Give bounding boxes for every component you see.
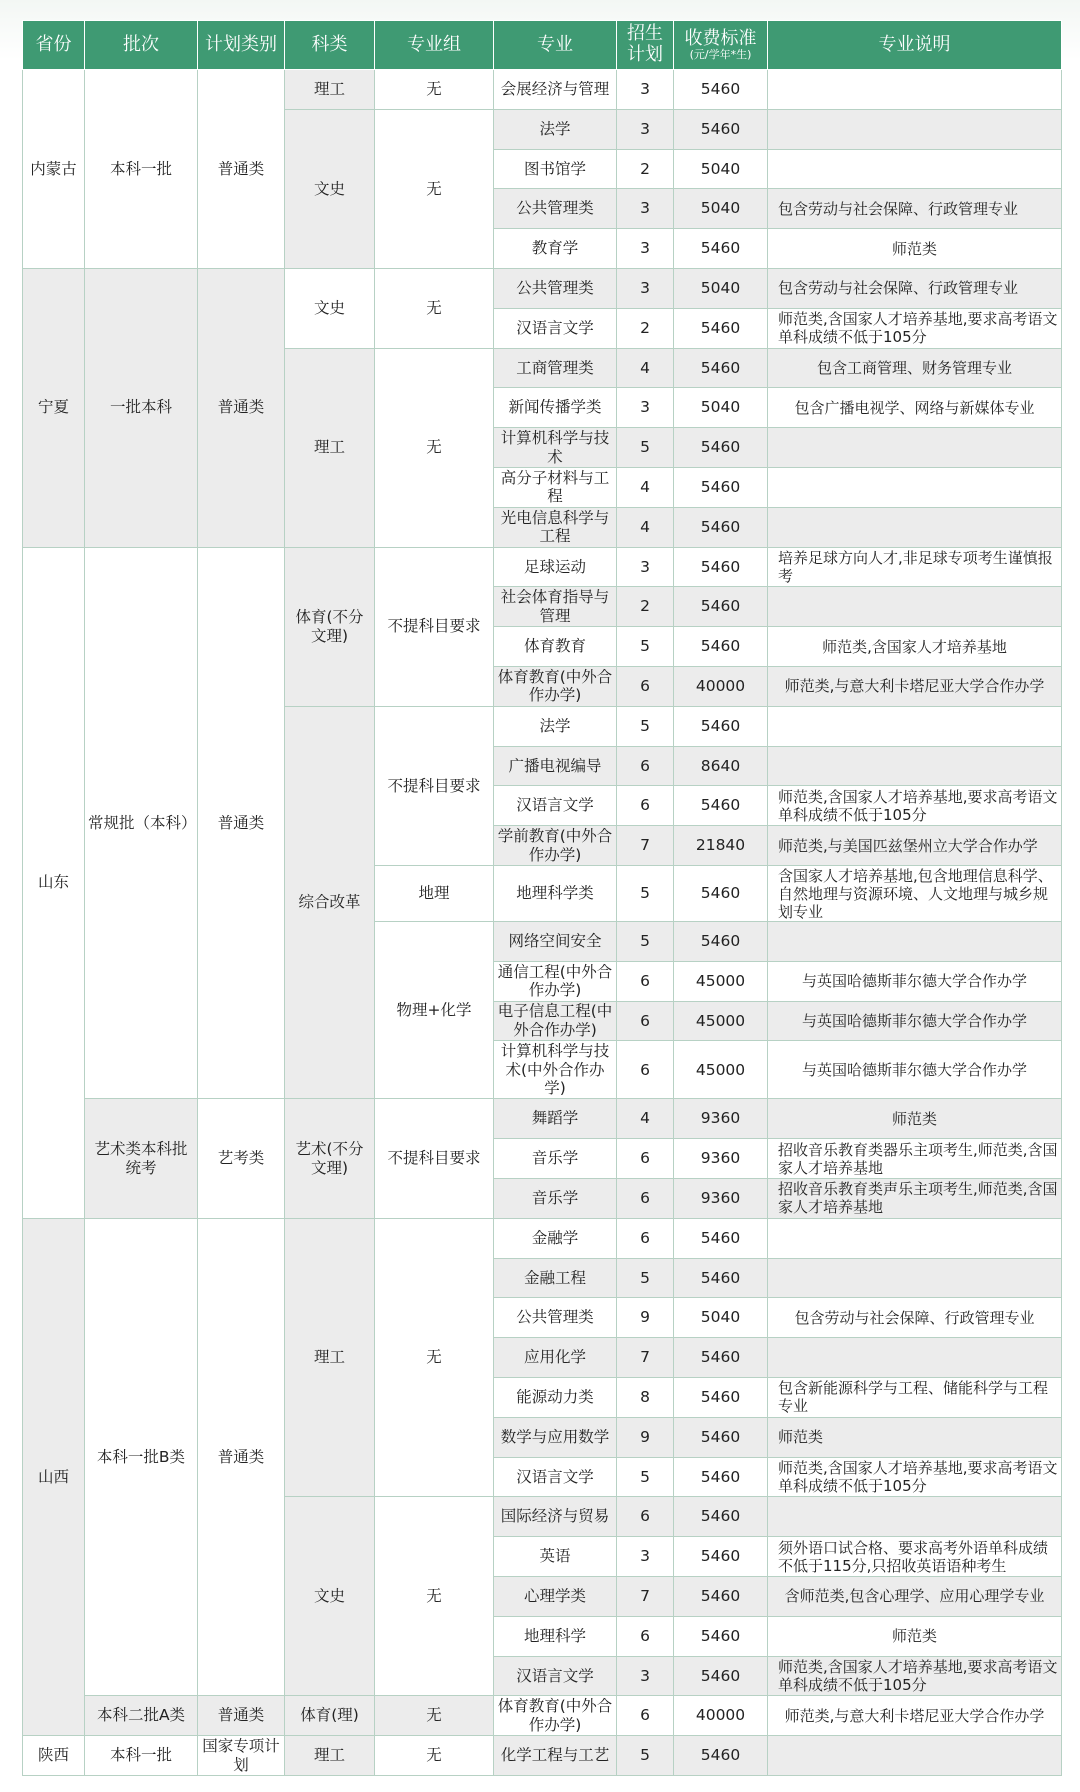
fee-cell: 5460 [674,1338,768,1378]
major-cell: 教育学 [494,229,617,269]
quota-cell: 6 [617,666,674,706]
major-cell: 化学工程与工艺 [494,1736,617,1776]
note-cell [768,1338,1062,1378]
batch-cell: 本科一批 [85,1736,198,1776]
note-cell: 师范类 [768,1099,1062,1139]
quota-cell: 5 [617,428,674,468]
plan-type-cell: 普通类 [198,70,285,269]
table-row [23,70,1062,110]
note-cell: 含师范类,包含心理学、应用心理学专业 [768,1576,1062,1616]
table-row [23,1696,1062,1736]
note-cell: 师范类,与意大利卡塔尼亚大学合作办学 [768,666,1062,706]
major-cell: 会展经济与管理 [494,70,617,110]
province-cell: 内蒙古 [23,70,85,269]
fee-cell: 5460 [674,1457,768,1497]
major-group-cell: 不提科目要求 [375,706,494,865]
fee-cell: 5460 [674,922,768,962]
major-cell: 汉语言文学 [494,786,617,826]
note-cell [768,706,1062,746]
batch-cell: 本科一批 [85,70,198,269]
fee-cell: 5460 [674,229,768,269]
note-cell [768,1736,1062,1776]
major-cell: 体育教育(中外合作办学) [494,666,617,706]
major-group-cell: 无 [375,348,494,547]
quota-cell: 3 [617,70,674,110]
major-cell: 公共管理类 [494,189,617,229]
header-plan-type: 计划类别 [198,21,285,70]
fee-cell: 45000 [674,961,768,1001]
header-fee-unit: (元/学年*生) [689,48,752,62]
quota-cell: 6 [617,961,674,1001]
table-row [23,268,1062,308]
quota-cell: 6 [617,1041,674,1099]
major-group-cell: 无 [375,1696,494,1736]
fee-cell: 5040 [674,268,768,308]
plan-type-cell: 普通类 [198,1696,285,1736]
fee-cell: 5460 [674,587,768,627]
fee-cell: 8640 [674,746,768,786]
major-cell: 公共管理类 [494,1298,617,1338]
major-cell: 计算机科学与技术 [494,428,617,468]
note-cell: 师范类,含国家人才培养基地,要求高考语文单科成绩不低于105分 [768,1457,1062,1497]
note-cell: 师范类 [768,229,1062,269]
quota-cell: 5 [617,1457,674,1497]
header-quota-line1: 招生 [627,23,663,45]
quota-cell: 5 [617,922,674,962]
quota-cell: 6 [617,1139,674,1179]
fee-cell: 5460 [674,348,768,388]
quota-cell: 8 [617,1377,674,1417]
note-cell: 包含广播电视学、网络与新媒体专业 [768,388,1062,428]
fee-cell: 5460 [674,70,768,110]
major-group-cell: 无 [375,1736,494,1776]
major-cell: 广播电视编导 [494,746,617,786]
note-cell: 师范类,与美国匹兹堡州立大学合作办学 [768,826,1062,866]
fee-cell: 5040 [674,388,768,428]
fee-cell: 9360 [674,1099,768,1139]
table-row [23,1218,1062,1258]
subject-cell: 综合改革 [285,706,375,1099]
header-notes: 专业说明 [768,21,1062,70]
table-row [23,1736,1062,1776]
admission-plan-table [22,20,1062,1776]
header-fee-main: 收费标准 [684,27,757,49]
note-cell: 师范类,含国家人才培养基地,要求高考语文单科成绩不低于105分 [768,1656,1062,1696]
quota-cell: 7 [617,1338,674,1378]
major-cell: 英语 [494,1537,617,1577]
quota-cell: 5 [617,865,674,921]
batch-cell: 一批本科 [85,268,198,547]
note-cell [768,507,1062,547]
fee-cell: 5460 [674,627,768,667]
fee-cell: 5460 [674,1417,768,1457]
major-group-cell: 物理+化学 [375,922,494,1099]
header-quota-line2: 计划 [627,44,663,65]
note-cell: 招收音乐教育类声乐主项考生,师范类,含国家人才培养基地 [768,1178,1062,1218]
quota-cell: 6 [617,746,674,786]
note-cell: 须外语口试合格、要求高考外语单科成绩不低于115分,只招收英语语种考生 [768,1537,1062,1577]
note-cell [768,1258,1062,1298]
subject-cell: 体育(理) [285,1696,375,1736]
header-fee [674,21,768,70]
province-cell: 宁夏 [23,268,85,547]
note-cell: 包含劳动与社会保障、行政管理专业 [768,1298,1062,1338]
note-cell: 与英国哈德斯菲尔德大学合作办学 [768,1041,1062,1099]
major-cell: 音乐学 [494,1178,617,1218]
subject-cell: 文史 [285,1497,375,1696]
quota-cell: 3 [617,229,674,269]
fee-cell: 5460 [674,547,768,587]
note-cell [768,109,1062,149]
major-cell: 新闻传播学类 [494,388,617,428]
major-group-cell: 无 [375,1218,494,1497]
fee-cell: 5460 [674,1576,768,1616]
province-cell: 山西 [23,1218,85,1735]
quota-cell: 4 [617,348,674,388]
note-cell: 包含劳动与社会保障、行政管理专业 [768,189,1062,229]
major-cell: 体育教育(中外合作办学) [494,1696,617,1736]
fee-cell: 5460 [674,1377,768,1417]
quota-cell: 7 [617,1576,674,1616]
fee-cell: 5040 [674,149,768,189]
fee-cell: 5040 [674,189,768,229]
quota-cell: 3 [617,1537,674,1577]
major-group-cell: 不提科目要求 [375,547,494,706]
major-cell: 光电信息科学与工程 [494,507,617,547]
plan-type-cell: 普通类 [198,1218,285,1696]
note-cell [768,428,1062,468]
fee-cell: 5460 [674,1616,768,1656]
note-cell: 招收音乐教育类器乐主项考生,师范类,含国家人才培养基地 [768,1139,1062,1179]
major-cell: 金融学 [494,1218,617,1258]
fee-cell: 5040 [674,1298,768,1338]
fee-cell: 5460 [674,109,768,149]
major-cell: 数学与应用数学 [494,1417,617,1457]
header-major: 专业 [494,21,617,70]
fee-cell: 9360 [674,1139,768,1179]
note-cell: 包含新能源科学与工程、储能科学与工程专业 [768,1377,1062,1417]
fee-cell: 40000 [674,1696,768,1736]
header-major-group: 专业组 [375,21,494,70]
subject-cell: 理工 [285,70,375,110]
quota-cell: 4 [617,507,674,547]
note-cell: 师范类 [768,1616,1062,1656]
major-cell: 舞蹈学 [494,1099,617,1139]
quota-cell: 6 [617,1497,674,1537]
quota-cell: 5 [617,706,674,746]
fee-cell: 5460 [674,1656,768,1696]
subject-cell: 文史 [285,268,375,348]
major-cell: 通信工程(中外合作办学) [494,961,617,1001]
plan-type-cell: 普通类 [198,547,285,1099]
major-cell: 能源动力类 [494,1377,617,1417]
fee-cell: 5460 [674,507,768,547]
note-cell [768,1497,1062,1537]
major-cell: 高分子材料与工程 [494,467,617,507]
major-cell: 法学 [494,706,617,746]
fee-cell: 5460 [674,1736,768,1776]
note-cell [768,922,1062,962]
major-cell: 汉语言文学 [494,1457,617,1497]
major-cell: 学前教育(中外合作办学) [494,826,617,866]
major-group-cell: 地理 [375,865,494,921]
subject-cell: 理工 [285,1736,375,1776]
fee-cell: 5460 [674,865,768,921]
fee-cell: 5460 [674,706,768,746]
plan-type-cell: 国家专项计划 [198,1736,285,1776]
fee-cell: 45000 [674,1001,768,1041]
quota-cell: 6 [617,1218,674,1258]
quota-cell: 9 [617,1417,674,1457]
note-cell [768,746,1062,786]
note-cell [768,1218,1062,1258]
major-cell: 网络空间安全 [494,922,617,962]
fee-cell: 45000 [674,1041,768,1099]
quota-cell: 5 [617,1258,674,1298]
quota-cell: 5 [617,1736,674,1776]
note-cell [768,149,1062,189]
quota-cell: 3 [617,547,674,587]
major-group-cell: 不提科目要求 [375,1099,494,1218]
province-cell: 陕西 [23,1736,85,1776]
note-cell: 培养足球方向人才,非足球专项考生谨慎报考 [768,547,1062,587]
province-cell: 山东 [23,547,85,1218]
major-cell: 汉语言文学 [494,308,617,348]
fee-cell: 5460 [674,467,768,507]
major-group-cell: 无 [375,70,494,110]
major-group-cell: 无 [375,1497,494,1696]
major-cell: 应用化学 [494,1338,617,1378]
note-cell [768,587,1062,627]
fee-cell: 40000 [674,666,768,706]
header-quota [617,21,674,70]
quota-cell: 4 [617,467,674,507]
quota-cell: 6 [617,1696,674,1736]
major-cell: 计算机科学与技术(中外合作办学) [494,1041,617,1099]
table-row [23,1099,1062,1139]
major-cell: 汉语言文学 [494,1656,617,1696]
note-cell: 含国家人才培养基地,包含地理信息科学、自然地理与资源环境、人文地理与城乡规划专业 [768,865,1062,921]
batch-cell: 常规批（本科） [85,547,198,1099]
header-batch: 批次 [85,21,198,70]
note-cell [768,70,1062,110]
subject-cell: 体育(不分文理) [285,547,375,706]
major-cell: 法学 [494,109,617,149]
major-cell: 金融工程 [494,1258,617,1298]
plan-type-cell: 普通类 [198,268,285,547]
major-cell: 工商管理类 [494,348,617,388]
note-cell: 包含劳动与社会保障、行政管理专业 [768,268,1062,308]
note-cell: 师范类,与意大利卡塔尼亚大学合作办学 [768,1696,1062,1736]
quota-cell: 9 [617,1298,674,1338]
major-cell: 电子信息工程(中外合作办学) [494,1001,617,1041]
note-cell: 包含工商管理、财务管理专业 [768,348,1062,388]
subject-cell: 文史 [285,109,375,268]
major-group-cell: 无 [375,268,494,348]
major-cell: 心理学类 [494,1576,617,1616]
quota-cell: 3 [617,388,674,428]
major-cell: 地理科学类 [494,865,617,921]
subject-cell: 理工 [285,1218,375,1497]
quota-cell: 3 [617,1656,674,1696]
note-cell: 师范类,含国家人才培养基地 [768,627,1062,667]
batch-cell: 艺术类本科批统考 [85,1099,198,1218]
major-cell: 地理科学 [494,1616,617,1656]
major-group-cell: 无 [375,109,494,268]
subject-cell: 理工 [285,348,375,547]
table-row [23,547,1062,587]
note-cell [768,467,1062,507]
fee-cell: 5460 [674,308,768,348]
quota-cell: 6 [617,1616,674,1656]
quota-cell: 4 [617,1099,674,1139]
major-cell: 国际经济与贸易 [494,1497,617,1537]
subject-cell: 艺术(不分文理) [285,1099,375,1218]
note-cell: 师范类,含国家人才培养基地,要求高考语文单科成绩不低于105分 [768,308,1062,348]
plan-type-cell: 艺考类 [198,1099,285,1218]
fee-cell: 5460 [674,1497,768,1537]
major-cell: 足球运动 [494,547,617,587]
fee-cell: 5460 [674,786,768,826]
table-header-row [23,21,1062,70]
fee-cell: 5460 [674,428,768,468]
fee-cell: 5460 [674,1258,768,1298]
fee-cell: 5460 [674,1537,768,1577]
quota-cell: 6 [617,1001,674,1041]
fee-cell: 21840 [674,826,768,866]
major-cell: 音乐学 [494,1139,617,1179]
note-cell: 师范类,含国家人才培养基地,要求高考语文单科成绩不低于105分 [768,786,1062,826]
quota-cell: 6 [617,1178,674,1218]
major-cell: 体育教育 [494,627,617,667]
quota-cell: 6 [617,786,674,826]
major-cell: 图书馆学 [494,149,617,189]
quota-cell: 2 [617,308,674,348]
note-cell: 与英国哈德斯菲尔德大学合作办学 [768,1001,1062,1041]
note-cell: 与英国哈德斯菲尔德大学合作办学 [768,961,1062,1001]
quota-cell: 3 [617,268,674,308]
batch-cell: 本科二批A类 [85,1696,198,1736]
quota-cell: 3 [617,109,674,149]
quota-cell: 7 [617,826,674,866]
header-subject: 科类 [285,21,375,70]
major-cell: 公共管理类 [494,268,617,308]
header-province: 省份 [23,21,85,70]
quota-cell: 2 [617,149,674,189]
quota-cell: 2 [617,587,674,627]
quota-cell: 3 [617,189,674,229]
fee-cell: 9360 [674,1178,768,1218]
note-cell: 师范类 [768,1417,1062,1457]
major-cell: 社会体育指导与管理 [494,587,617,627]
fee-cell: 5460 [674,1218,768,1258]
batch-cell: 本科一批B类 [85,1218,198,1696]
quota-cell: 5 [617,627,674,667]
